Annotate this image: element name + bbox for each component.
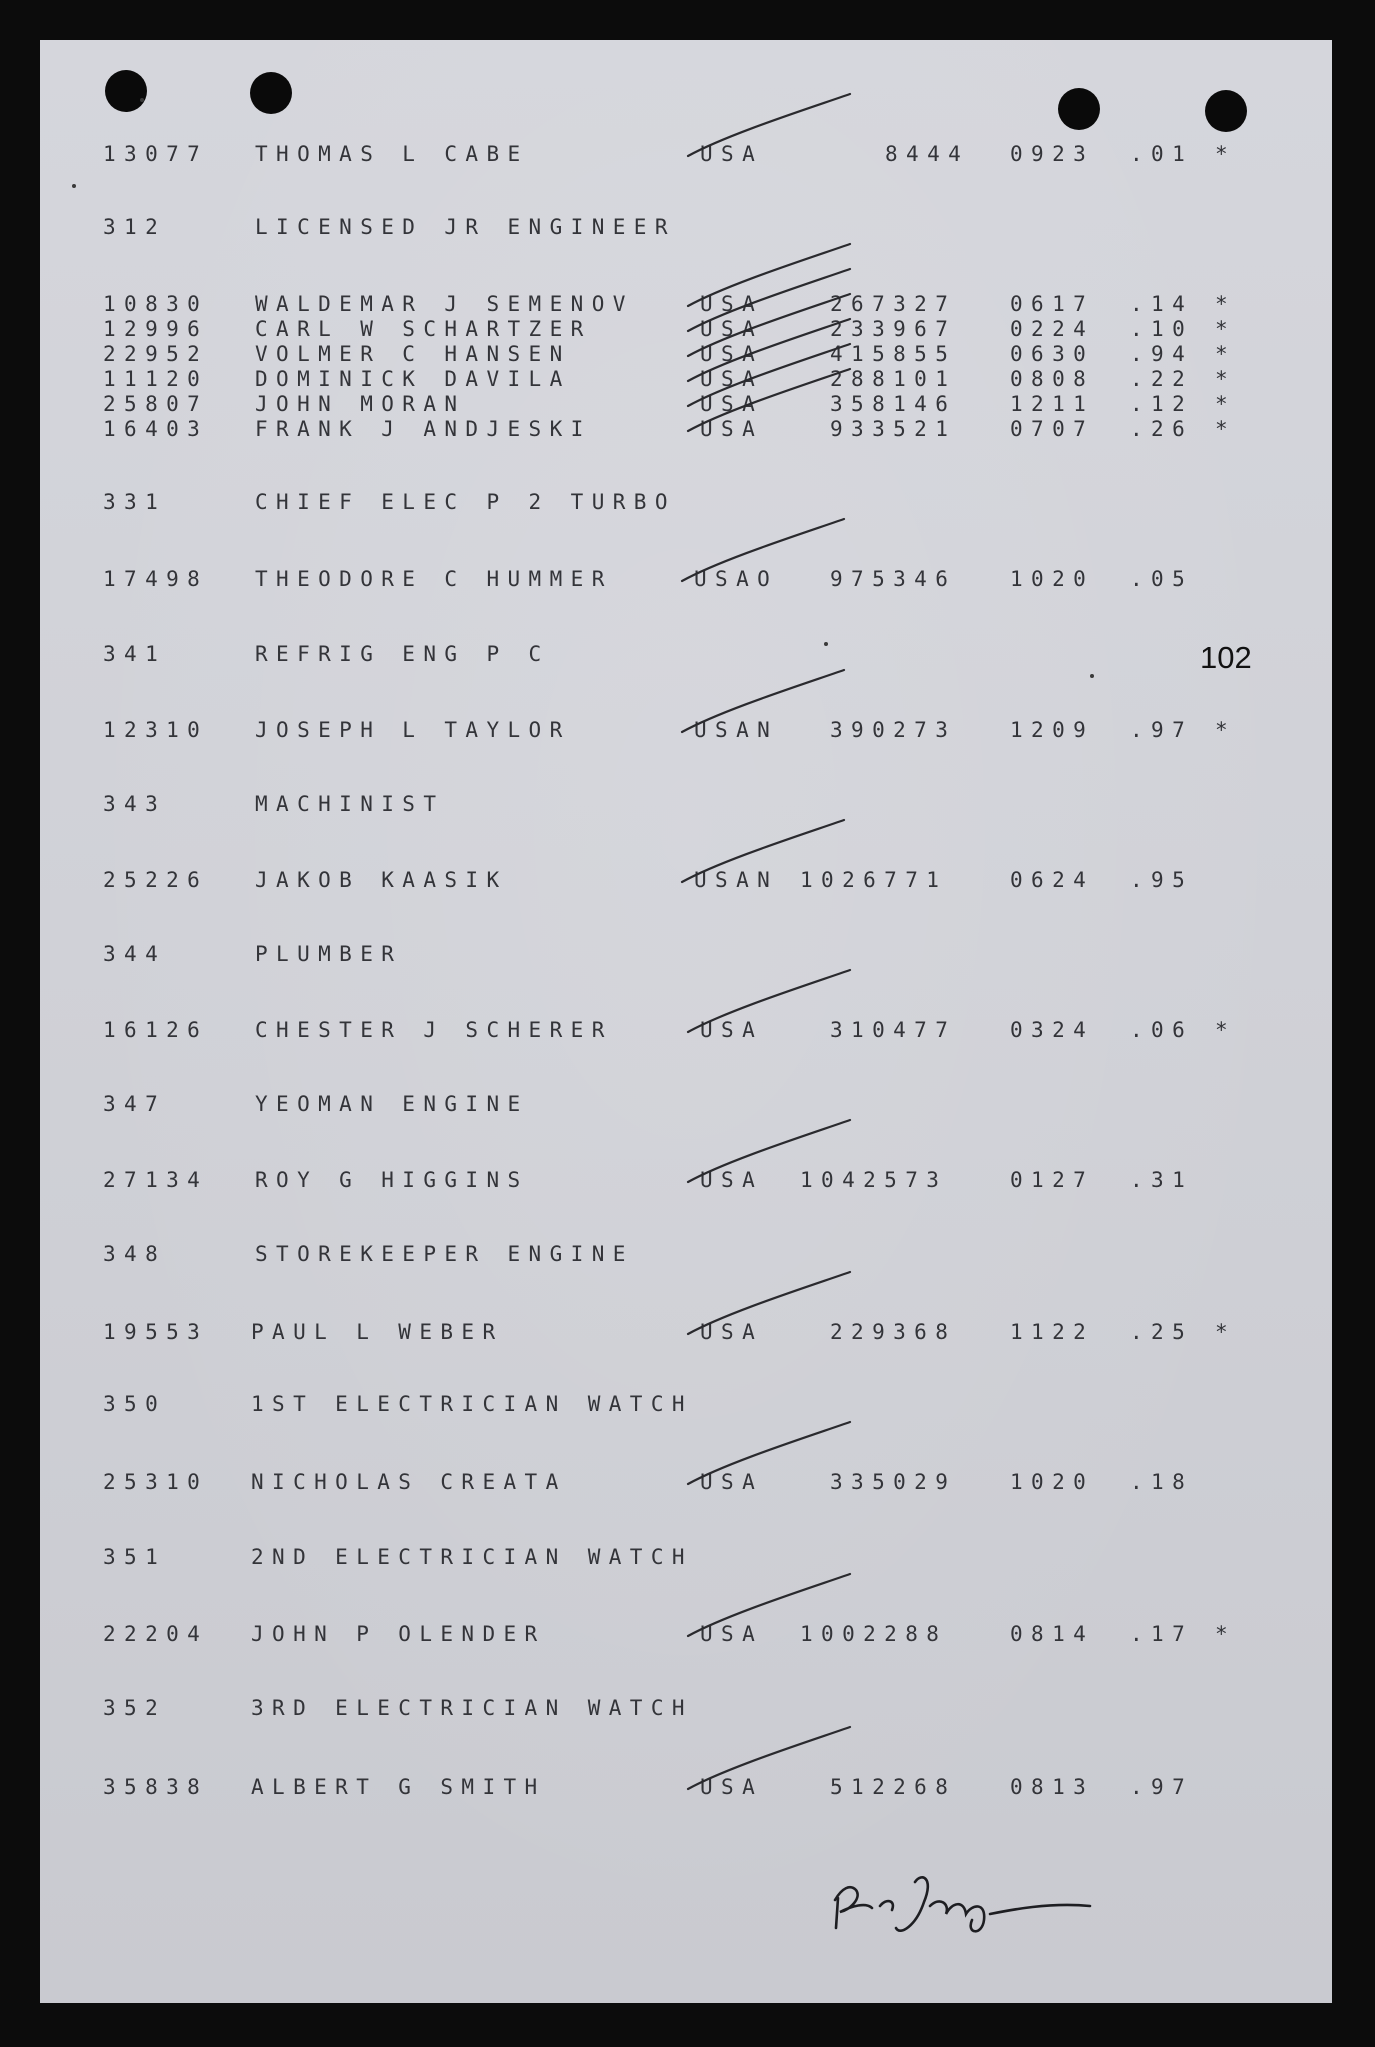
section-title: REFRIG ENG P C bbox=[255, 642, 550, 666]
record-number: 1002288 bbox=[800, 1622, 948, 1646]
ink-speck bbox=[1090, 674, 1094, 678]
amount: .14 bbox=[1130, 292, 1194, 316]
nationality: USAN bbox=[694, 718, 779, 742]
person-name: PAUL L WEBER bbox=[251, 1320, 504, 1344]
nationality: USA bbox=[700, 367, 764, 391]
section-title: PLUMBER bbox=[255, 942, 403, 966]
record-id: 25226 bbox=[103, 868, 209, 892]
record-number: 8444 bbox=[885, 142, 970, 166]
page-number: 102 bbox=[1200, 640, 1252, 675]
nationality: USAN bbox=[694, 868, 779, 892]
date-code: 1209 bbox=[1010, 718, 1095, 742]
section-title: 3RD ELECTRICIAN WATCH bbox=[251, 1696, 693, 1720]
amount: .22 bbox=[1130, 367, 1194, 391]
amount: .25 bbox=[1130, 1320, 1194, 1344]
nationality: USA bbox=[700, 1168, 764, 1192]
asterisk-mark: * bbox=[1215, 367, 1237, 391]
record-number: 1026771 bbox=[800, 868, 948, 892]
person-name: JOHN MORAN bbox=[255, 392, 466, 416]
section-title: 1ST ELECTRICIAN WATCH bbox=[251, 1392, 693, 1416]
section-code: 348 bbox=[103, 1242, 167, 1266]
section-code: 344 bbox=[103, 942, 167, 966]
amount: .95 bbox=[1130, 868, 1194, 892]
date-code: 0127 bbox=[1010, 1168, 1095, 1192]
punch-hole-icon bbox=[105, 70, 147, 112]
person-name: NICHOLAS CREATA bbox=[251, 1470, 567, 1494]
person-name: CARL W SCHARTZER bbox=[255, 317, 592, 341]
ink-speck bbox=[140, 98, 144, 102]
section-code: 331 bbox=[103, 490, 167, 514]
record-id: 16403 bbox=[103, 417, 209, 441]
section-title: YEOMAN ENGINE bbox=[255, 1092, 529, 1116]
asterisk-mark: * bbox=[1215, 317, 1237, 341]
person-name: DOMINICK DAVILA bbox=[255, 367, 571, 391]
nationality: USA bbox=[700, 417, 764, 441]
date-code: 1122 bbox=[1010, 1320, 1095, 1344]
asterisk-mark: * bbox=[1215, 1018, 1237, 1042]
record-id: 10830 bbox=[103, 292, 209, 316]
amount: .31 bbox=[1130, 1168, 1194, 1192]
person-name: ROY G HIGGINS bbox=[255, 1168, 529, 1192]
date-code: 1211 bbox=[1010, 392, 1095, 416]
date-code: 0617 bbox=[1010, 292, 1095, 316]
nationality: USA bbox=[700, 1320, 764, 1344]
date-code: 0624 bbox=[1010, 868, 1095, 892]
record-id: 19553 bbox=[103, 1320, 209, 1344]
section-code: 352 bbox=[103, 1696, 167, 1720]
record-id: 12310 bbox=[103, 718, 209, 742]
person-name: JAKOB KAASIK bbox=[255, 868, 508, 892]
record-number: 335029 bbox=[830, 1470, 957, 1494]
section-code: 341 bbox=[103, 642, 167, 666]
asterisk-mark: * bbox=[1215, 1622, 1237, 1646]
record-number: 358146 bbox=[830, 392, 957, 416]
person-name: JOSEPH L TAYLOR bbox=[255, 718, 571, 742]
punch-hole-icon bbox=[1058, 88, 1100, 130]
person-name: VOLMER C HANSEN bbox=[255, 342, 571, 366]
asterisk-mark: * bbox=[1215, 718, 1237, 742]
date-code: 0707 bbox=[1010, 417, 1095, 441]
nationality: USA bbox=[700, 1775, 764, 1799]
person-name: FRANK J ANDJESKI bbox=[255, 417, 592, 441]
person-name: THEODORE C HUMMER bbox=[255, 567, 613, 591]
amount: .18 bbox=[1130, 1470, 1194, 1494]
amount: .97 bbox=[1130, 1775, 1194, 1799]
record-number: 229368 bbox=[830, 1320, 957, 1344]
person-name: ALBERT G SMITH bbox=[251, 1775, 546, 1799]
record-number: 512268 bbox=[830, 1775, 957, 1799]
nationality: USA bbox=[700, 292, 764, 316]
amount: .01 bbox=[1130, 142, 1194, 166]
person-name: JOHN P OLENDER bbox=[251, 1622, 546, 1646]
punch-hole-icon bbox=[250, 72, 292, 114]
date-code: 0324 bbox=[1010, 1018, 1095, 1042]
record-number: 390273 bbox=[830, 718, 957, 742]
date-code: 0630 bbox=[1010, 342, 1095, 366]
section-code: 350 bbox=[103, 1392, 167, 1416]
ink-speck bbox=[824, 642, 828, 646]
date-code: 0813 bbox=[1010, 1775, 1095, 1799]
record-id: 27134 bbox=[103, 1168, 209, 1192]
section-code: 347 bbox=[103, 1092, 167, 1116]
section-code: 351 bbox=[103, 1545, 167, 1569]
record-number: 1042573 bbox=[800, 1168, 948, 1192]
asterisk-mark: * bbox=[1215, 342, 1237, 366]
nationality: USA bbox=[700, 1622, 764, 1646]
record-number: 288101 bbox=[830, 367, 957, 391]
nationality: USAO bbox=[694, 567, 779, 591]
nationality: USA bbox=[700, 317, 764, 341]
record-id: 17498 bbox=[103, 567, 209, 591]
record-id: 11120 bbox=[103, 367, 209, 391]
record-number: 267327 bbox=[830, 292, 957, 316]
record-id: 35838 bbox=[103, 1775, 209, 1799]
person-name: WALDEMAR J SEMENOV bbox=[255, 292, 634, 316]
date-code: 1020 bbox=[1010, 1470, 1095, 1494]
asterisk-mark: * bbox=[1215, 1320, 1237, 1344]
amount: .17 bbox=[1130, 1622, 1194, 1646]
section-title: LICENSED JR ENGINEER bbox=[255, 215, 676, 239]
date-code: 0923 bbox=[1010, 142, 1095, 166]
punch-hole-icon bbox=[1205, 90, 1247, 132]
record-id: 22952 bbox=[103, 342, 209, 366]
record-number: 933521 bbox=[830, 417, 957, 441]
amount: .05 bbox=[1130, 567, 1194, 591]
section-title: MACHINIST bbox=[255, 792, 445, 816]
nationality: USA bbox=[700, 1470, 764, 1494]
section-title: 2ND ELECTRICIAN WATCH bbox=[251, 1545, 693, 1569]
asterisk-mark: * bbox=[1215, 417, 1237, 441]
record-id: 13077 bbox=[103, 142, 209, 166]
ink-speck bbox=[72, 184, 76, 188]
record-id: 25807 bbox=[103, 392, 209, 416]
record-number: 975346 bbox=[830, 567, 957, 591]
record-number: 415855 bbox=[830, 342, 957, 366]
date-code: 0224 bbox=[1010, 317, 1095, 341]
section-code: 343 bbox=[103, 792, 167, 816]
amount: .12 bbox=[1130, 392, 1194, 416]
amount: .97 bbox=[1130, 718, 1194, 742]
record-number: 310477 bbox=[830, 1018, 957, 1042]
section-title: STOREKEEPER ENGINE bbox=[255, 1242, 634, 1266]
section-title: CHIEF ELEC P 2 TURBO bbox=[255, 490, 676, 514]
date-code: 0808 bbox=[1010, 367, 1095, 391]
record-id: 12996 bbox=[103, 317, 209, 341]
date-code: 1020 bbox=[1010, 567, 1095, 591]
nationality: USA bbox=[700, 142, 764, 166]
nationality: USA bbox=[700, 392, 764, 416]
amount: .26 bbox=[1130, 417, 1194, 441]
asterisk-mark: * bbox=[1215, 142, 1237, 166]
record-id: 25310 bbox=[103, 1470, 209, 1494]
nationality: USA bbox=[700, 342, 764, 366]
section-code: 312 bbox=[103, 215, 167, 239]
amount: .06 bbox=[1130, 1018, 1194, 1042]
person-name: THOMAS L CABE bbox=[255, 142, 529, 166]
record-id: 22204 bbox=[103, 1622, 209, 1646]
amount: .94 bbox=[1130, 342, 1194, 366]
record-number: 233967 bbox=[830, 317, 957, 341]
record-id: 16126 bbox=[103, 1018, 209, 1042]
date-code: 0814 bbox=[1010, 1622, 1095, 1646]
nationality: USA bbox=[700, 1018, 764, 1042]
asterisk-mark: * bbox=[1215, 392, 1237, 416]
asterisk-mark: * bbox=[1215, 292, 1237, 316]
amount: .10 bbox=[1130, 317, 1194, 341]
person-name: CHESTER J SCHERER bbox=[255, 1018, 613, 1042]
